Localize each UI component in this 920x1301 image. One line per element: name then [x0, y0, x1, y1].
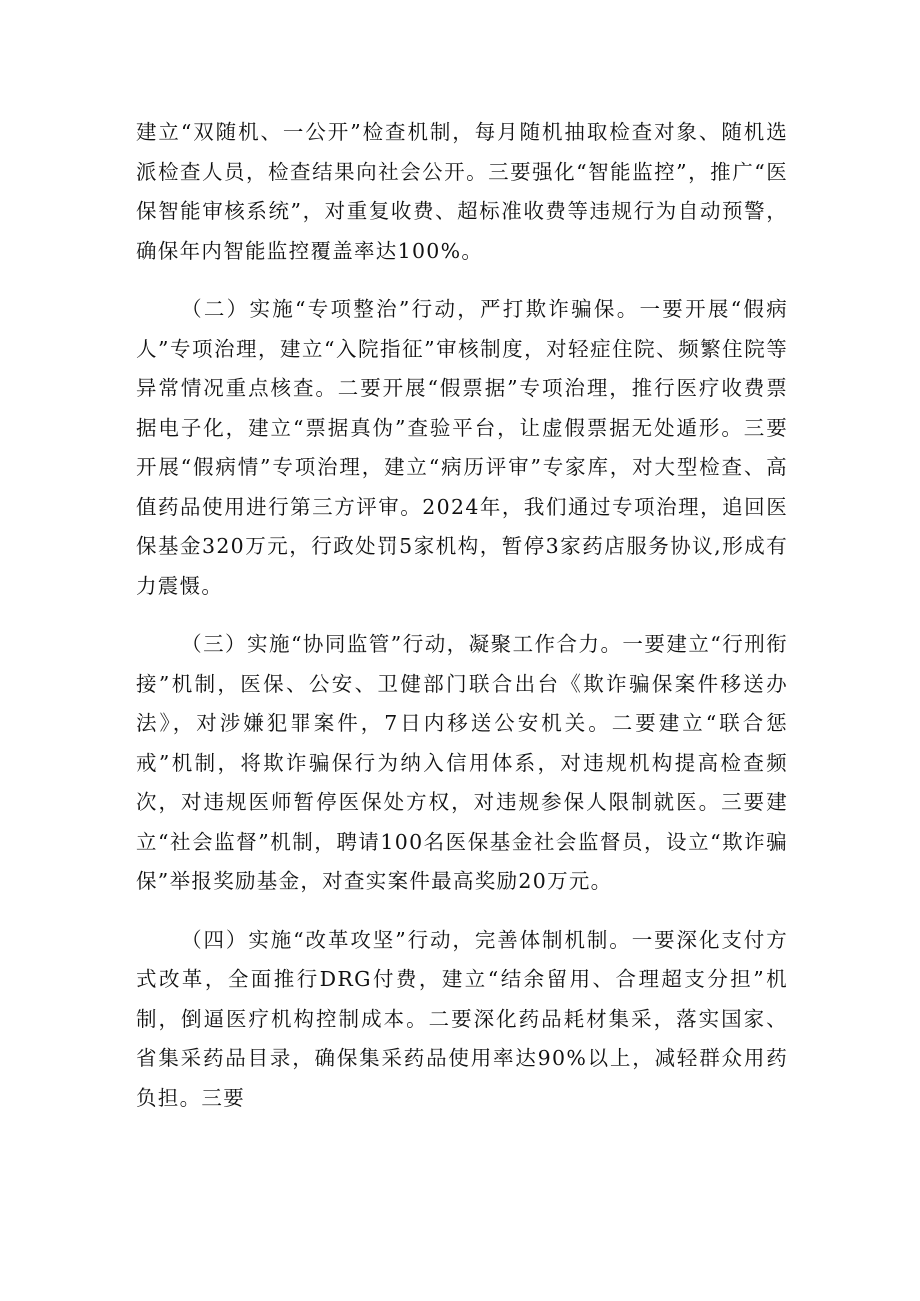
- text-line: （三）实施“协同监管”行动，凝聚工作合力。一要建立“行: [181, 632, 745, 656]
- text-line: 查、高值药品使用进行第三方评审。2024年，我们通过专项治理，追: [136, 455, 788, 519]
- text-line: 建立“双随机、一公开”检查机制，每月随机抽取检查对象、随机选: [136, 120, 788, 144]
- text-line: 药品目录，确保集采药品使用率达90%以上，减轻群众用药负担。三要: [136, 1046, 788, 1110]
- paragraph-monitoring-continued: [136, 113, 788, 271]
- paragraph-special-rectification: [136, 290, 788, 606]
- text-line: 保智能审核系统”，对重复收费、超标准收费等违规行为自动预警，: [136, 199, 788, 223]
- text-line: 方式改革，全面推行DRG付费，建立“结余留用、合理超支分担”机制，: [136, 927, 788, 1031]
- text-line: （四）实施“改革攻坚”行动，完善体制机制。一要深化支付: [181, 927, 767, 952]
- text-line: 病人”专项治理，建立“入院指征”审核制度，对轻症住院、频繁住: [136, 297, 788, 361]
- text-line: 刑衔接”机制，医保、公安、卫健部门联合出台《欺诈骗保案件移送: [136, 632, 788, 696]
- text-line: 监督”机制，聘请100名医保基金社会监督员，设立“欺诈骗保”举报: [136, 829, 788, 893]
- text-line: 机制，将欺诈骗保行为纳入信用体系，对违规机构提高检查频次，对: [136, 750, 788, 814]
- text-line: 倒逼医疗机构控制成本。二要深化药品耗材集采，落实国家、省集采: [136, 1006, 788, 1070]
- text-line: 院等异常情况重点核查。二要开展“假票据”专项治理，推行医疗收: [136, 336, 788, 400]
- text-line: 奖励基金，对查实案件最高奖励20万元。: [213, 869, 613, 893]
- text-line: 有力震慑。: [136, 534, 788, 598]
- text-line: 违规医师暂停医保处方权，对违规参保人限制就医。三要建立“社会: [136, 790, 788, 854]
- text-line: 确保年内智能监控覆盖率达100%。: [136, 238, 484, 263]
- paragraph-reform-tackling: [136, 921, 788, 1119]
- document-body: [136, 113, 788, 1118]
- text-line: 费票据电子化，建立“票据真伪”查验平台，让虚假票据无处遁形。: [136, 376, 789, 440]
- text-line: （二）实施“专项整治”行动，严打欺诈骗保。一要开展“假: [181, 297, 767, 321]
- text-line: 回医保基金320万元，行政处罚5家机构，暂停3家药店服务协议,形成: [136, 494, 788, 558]
- text-line: 三要开展“假病情”专项治理，建立“病历评审”专家库，对大型检: [136, 415, 789, 479]
- text-line: 派检查人员，检查结果向社会公开。三要强化“智能监控”，推广“医: [136, 159, 788, 184]
- text-line: 办法》，对涉嫌犯罪案件，7日内移送公安机关。二要建立“联合惩戒”: [136, 671, 788, 775]
- paragraph-collaborative-supervision: [136, 625, 788, 902]
